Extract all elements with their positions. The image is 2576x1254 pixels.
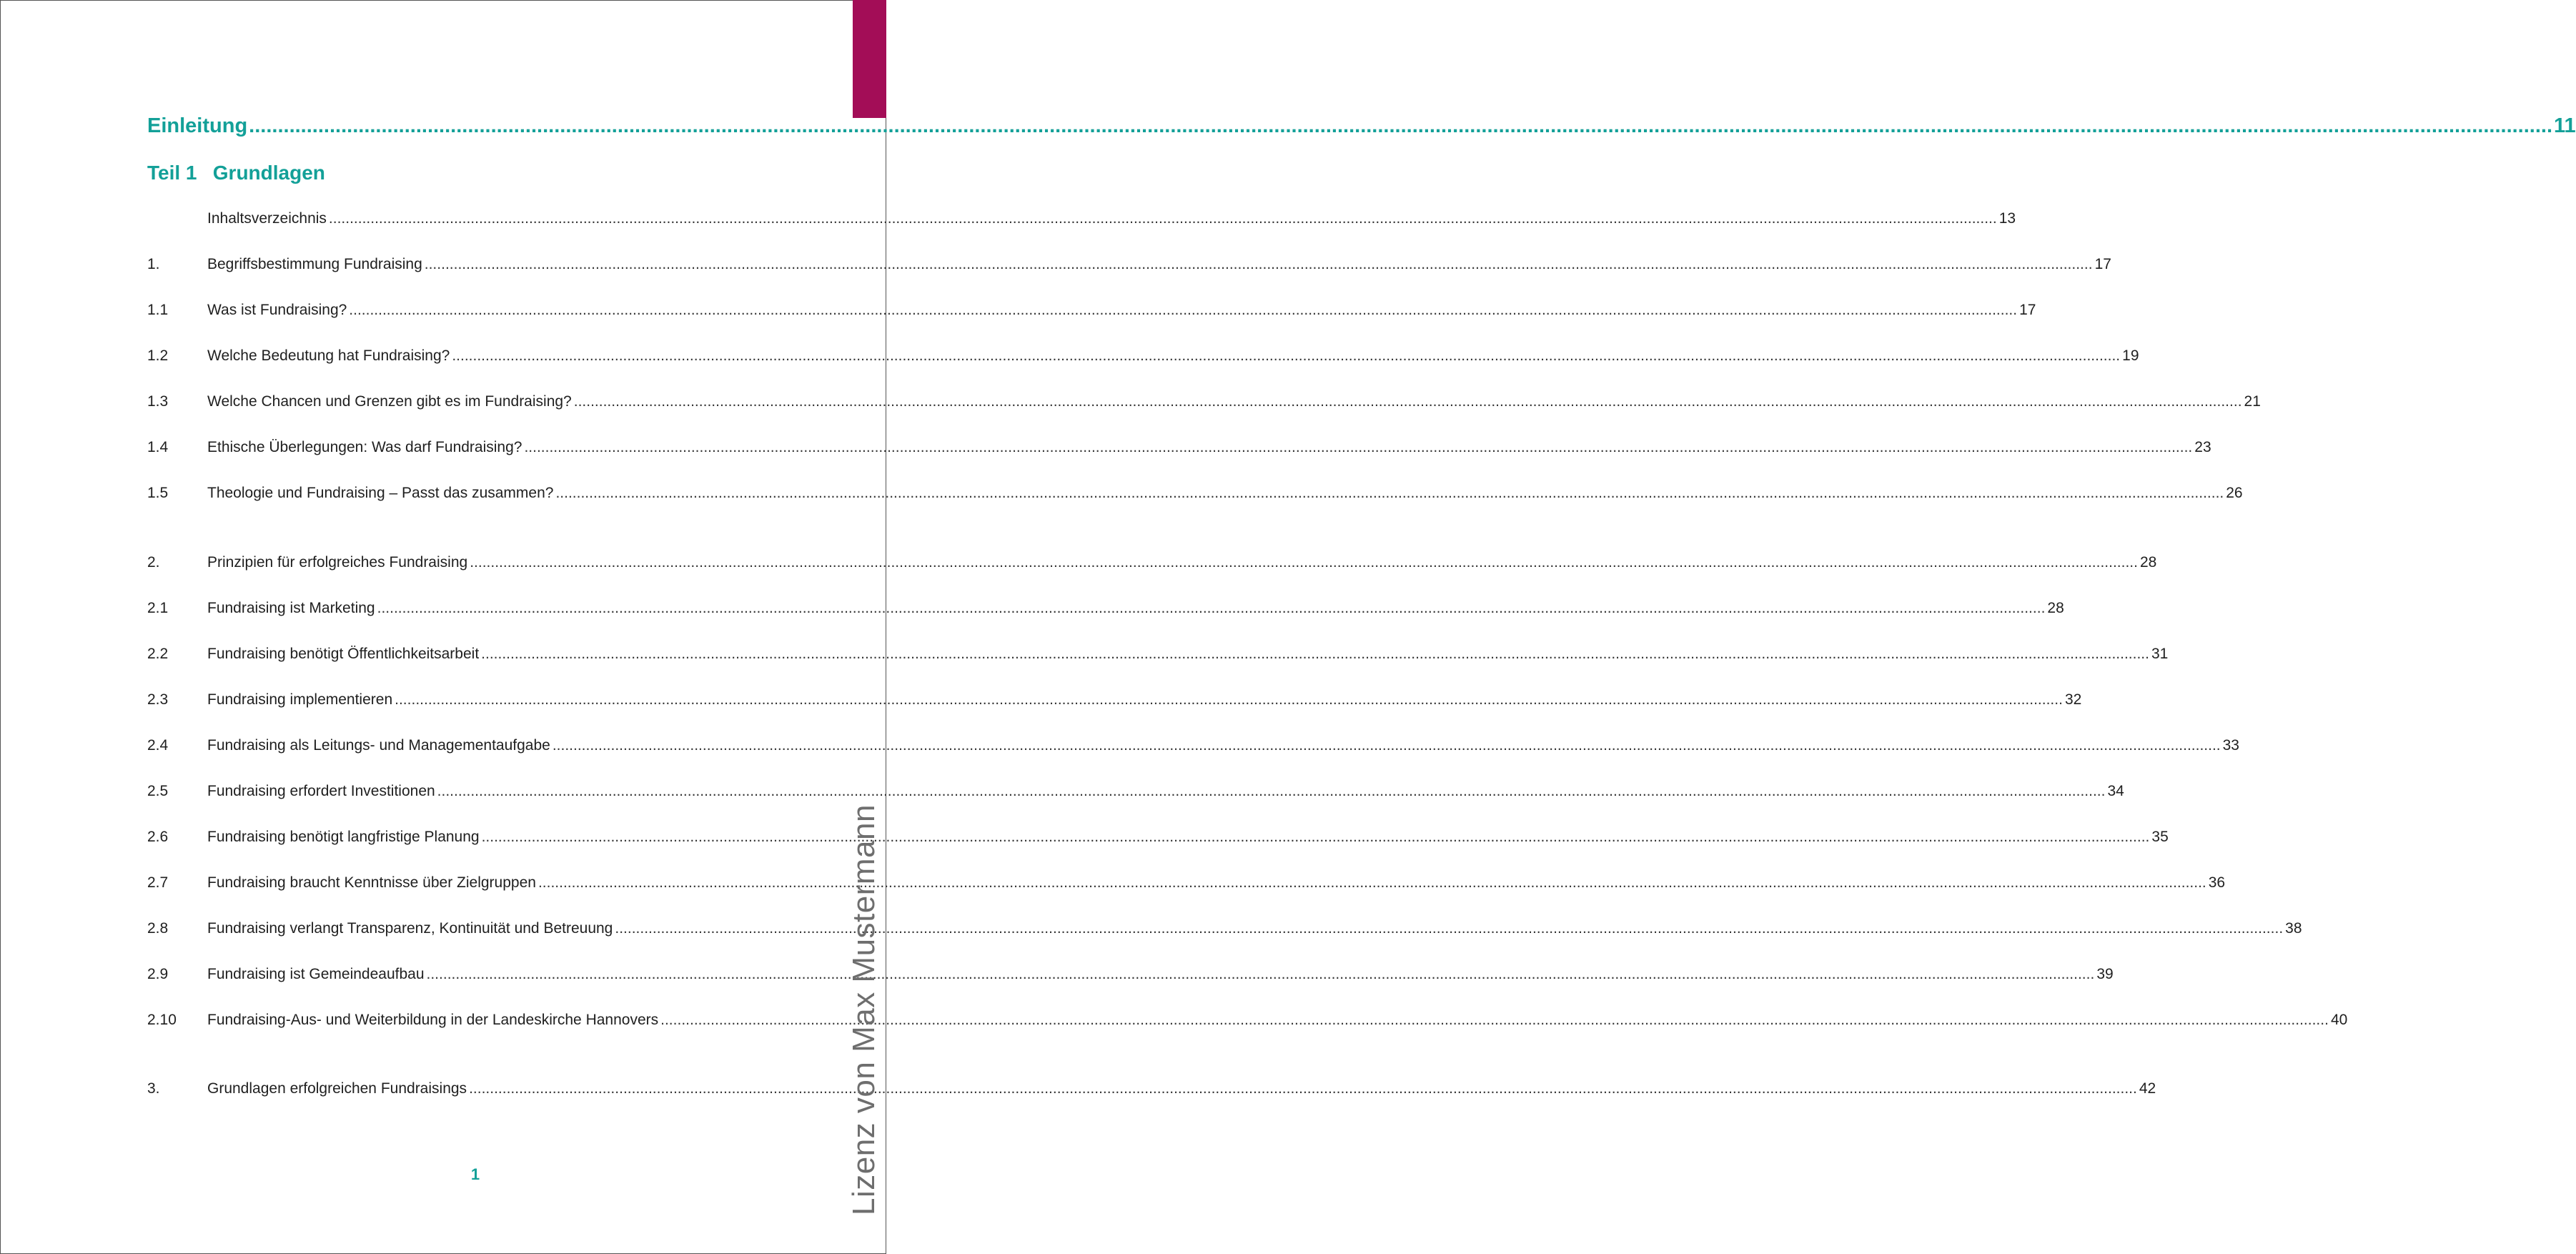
toc-entry-page: 23 [2194,439,2211,455]
toc-entry[interactable] [147,874,2226,899]
toc-entry-page: 19 [2122,347,2139,364]
dot-leader: ................................................................................................................................................................................................................................................................................................................................................................................................................ [377,600,2046,616]
toc-entry-title: Prinzipien für erfolgreiches Fundraising [207,554,468,571]
dot-leader: ................................................................................................................................................................................................................................................................................................................................................................................................................ [615,920,2284,937]
toc-entry-title: Fundraising als Leitungs- und Managementaufgabe [207,737,550,754]
heading-page: 11 [2554,114,2576,137]
toc-entry-title: Fundraising ist Marketing [207,600,375,616]
toc-entry-number: 2.1 [147,600,169,616]
toc-entry-number: 2.10 [147,1012,177,1028]
toc-entry-title: Fundraising verlangt Transparenz, Kontinuität und Betreuung [207,920,613,937]
dot-leader: ................................................................................................................................................................................................................................................................................................................................................................................................................ [395,691,2063,708]
toc-entry-title: Inhaltsverzeichnis [207,210,327,227]
toc-entry-page: 28 [2139,554,2157,571]
toc-entry[interactable] [147,691,2082,716]
toc-entry-page: 39 [2096,966,2114,982]
dot-leader: ................................................................................................................................................................................................................................................................................................................................................................................................................ [538,874,2206,891]
dot-leader: ................................................................................................................................................................................................................................................................................................................................................................................................................ [555,485,2224,501]
toc-entry-number: 1.2 [147,347,169,364]
toc-entry-title: Fundraising benötigt Öffentlichkeitsarbeit [207,646,480,662]
dot-leader: ................................................................................................................................................................................................................................................................................................................................................................................................................ [349,302,2018,318]
dot-leader: ................................................................................................................................................................................................................................................................................................................................................................................................................ [481,829,2150,845]
toc-entry-title: Fundraising-Aus- und Weiterbildung in der Landeskirche Hannovers [207,1012,659,1028]
dot-leader: ................................................................................................................................................................................................................................................................................................................................................................................................................ [481,646,2149,662]
toc-entry-number: 1.4 [147,439,169,455]
part-label: Teil 1 [147,162,197,184]
dot-leader: ................................................................................................................................................................................................................................................................................................................................................................................................................ [426,966,2095,982]
dot-leader: ................................................................................................................................................................................................................................................................................................................................................................................................................ [424,256,2093,272]
dot-leader: ................................................................................................................................................................................................................................................................................................................................................................................................................ [660,1012,2329,1028]
dot-leader: ................................................................................................................................................................................................................................................................................................................................................................................................................ [469,1080,2137,1097]
part-title: Grundlagen [212,162,325,184]
toc-entry-number: 2.4 [147,737,169,754]
toc-entry[interactable] [147,439,2211,463]
toc-entry-page: 33 [2222,737,2239,754]
page-frame [0,0,886,1254]
dot-leader: ................................................................................................................................................................................................................................................................................................................................................................................................................ [452,347,2121,364]
dot-leader: ................................................................................................................................................................................................................................................................................................................................................................................................................ [470,554,2138,571]
toc-heading-einleitung[interactable] [147,114,2576,138]
toc-entry[interactable] [147,1080,2156,1105]
toc-entry-number: 3. [147,1080,160,1097]
toc-entry-title: Fundraising erfordert Investitionen [207,783,435,799]
toc-entry[interactable] [147,737,2239,761]
dot-leader: ................................................................................................................................................................................................................................................................................................................................................................................................................ [524,439,2193,455]
toc-entry-title: Fundraising implementieren [207,691,393,708]
heading-title: Einleitung [147,114,248,137]
toc-entry-title: Begriffsbestimmung Fundraising [207,256,422,272]
dot-leader: ................................................................................................................................................................................................................................................................................................................................................................................................................ [552,737,2221,754]
part-heading [147,162,325,184]
toc-entry-page: 35 [2151,829,2169,845]
toc-entry[interactable] [147,347,2139,372]
toc-entry-number: 2.8 [147,920,169,937]
toc-entry-page: 21 [2244,393,2261,410]
color-tab [853,0,886,118]
toc-entry[interactable] [147,783,2124,807]
toc-entry-number: 2.7 [147,874,169,891]
toc-entry-number: 2.5 [147,783,169,799]
toc-entry-page: 36 [2208,874,2226,891]
toc-entry[interactable] [147,256,2111,280]
toc-entry[interactable] [147,554,2157,578]
license-watermark: Lizenz von Max Mustermann [846,804,881,1215]
toc-entry-number: 2.2 [147,646,169,662]
toc-entry-page: 26 [2226,485,2243,501]
dot-leader: ................................................................................................................................................................................................................................................................................................................................................................................................................ [249,114,2553,137]
toc-entry-page: 40 [2330,1012,2348,1028]
toc-entry-number: 1.1 [147,302,169,318]
toc-entry-title: Fundraising ist Gemeindeaufbau [207,966,425,982]
toc-entry-page: 31 [2151,646,2169,662]
toc-entry-number: 2.9 [147,966,169,982]
toc-entry-title: Welche Chancen und Grenzen gibt es im Fundraising? [207,393,572,410]
toc-entry-number: 1.5 [147,485,169,501]
toc-entry-title: Ethische Überlegungen: Was darf Fundraising? [207,439,522,455]
toc-entry[interactable] [147,829,2169,853]
toc-entry[interactable] [147,210,2016,234]
dot-leader: ................................................................................................................................................................................................................................................................................................................................................................................................................ [328,210,1997,227]
toc-entry-title: Theologie und Fundraising – Passt das zusammen? [207,485,554,501]
toc-entry-page: 17 [2094,256,2111,272]
toc-entry-page: 34 [2107,783,2124,799]
toc-entry[interactable] [147,1012,2348,1036]
toc-entry[interactable] [147,600,2064,624]
toc-entry-page: 42 [2139,1080,2156,1097]
toc-entry-page: 28 [2047,600,2064,616]
toc-entry-title: Welche Bedeutung hat Fundraising? [207,347,450,364]
toc-entry-title: Fundraising benötigt langfristige Planung [207,829,480,845]
toc-entry-page: 13 [1998,210,2016,227]
toc-entry-page: 38 [2285,920,2302,937]
toc-entry-title: Grundlagen erfolgreichen Fundraisings [207,1080,467,1097]
toc-entry-number: 2. [147,554,160,571]
page-number: 1 [470,1165,480,1183]
toc-entry[interactable] [147,393,2261,418]
toc-entry-number: 1. [147,256,160,272]
toc-entry-number: 2.6 [147,829,169,845]
toc-entry[interactable] [147,485,2243,509]
toc-entry[interactable] [147,302,2036,326]
toc-entry[interactable] [147,646,2169,670]
toc-entry-page: 17 [2019,302,2036,318]
toc-entry-number: 2.3 [147,691,169,708]
toc-entry-page: 32 [2064,691,2082,708]
toc-entry-title: Fundraising braucht Kenntnisse über Zielgruppen [207,874,536,891]
toc-entry[interactable] [147,966,2114,990]
toc-entry[interactable] [147,920,2302,944]
dot-leader: ................................................................................................................................................................................................................................................................................................................................................................................................................ [437,783,2106,799]
toc-entry-number: 1.3 [147,393,169,410]
toc-entry-title: Was ist Fundraising? [207,302,347,318]
dot-leader: ................................................................................................................................................................................................................................................................................................................................................................................................................ [573,393,2242,410]
